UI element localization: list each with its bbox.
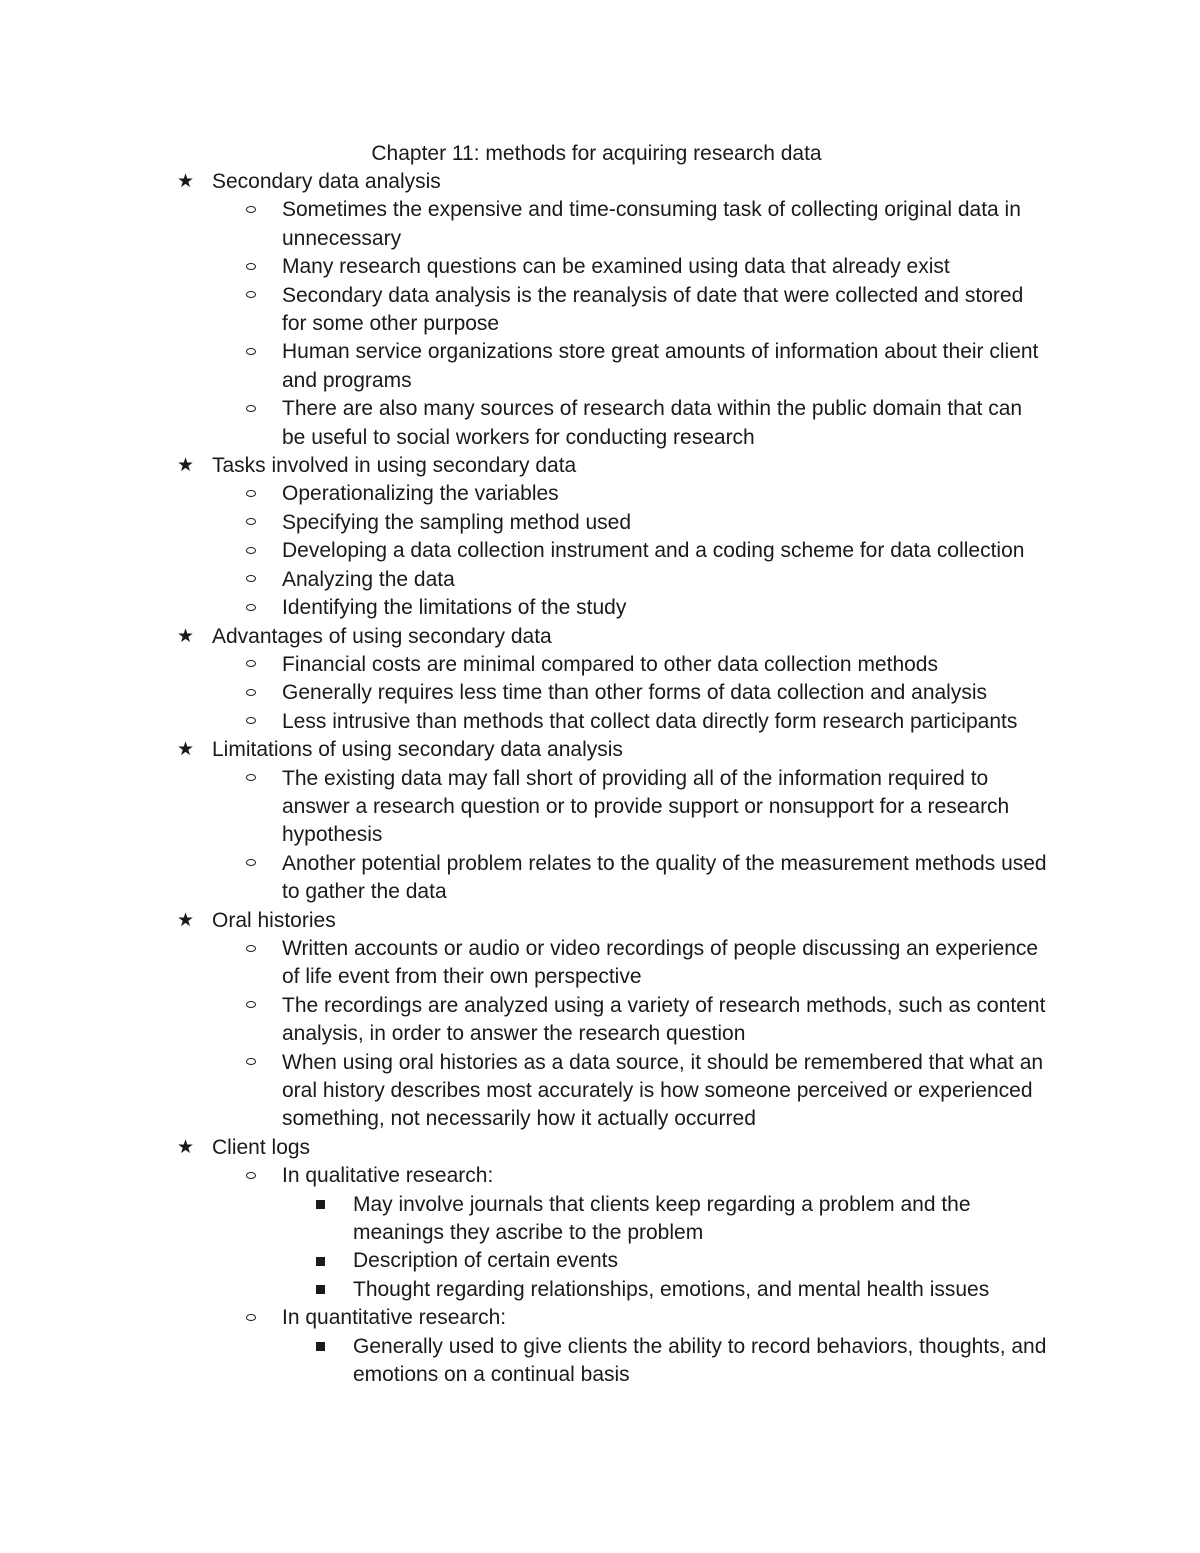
hollow-circle-icon <box>246 1162 256 1190</box>
hollow-circle-icon <box>246 395 256 423</box>
hollow-circle-icon <box>246 537 256 565</box>
list-item <box>0 282 1048 339</box>
section-heading <box>0 452 1048 480</box>
list-item <box>0 395 1048 452</box>
hollow-circle-icon <box>246 566 256 594</box>
hollow-circle-icon <box>246 679 256 707</box>
list-item-text: Identifying the limitations of the study <box>282 596 627 620</box>
star-icon: ★ <box>177 909 195 931</box>
list-item-text: The recordings are analyzed using a variety of research methods, such as content analysis, in order to answer the research question <box>282 993 1046 1046</box>
list-item-text: Sometimes the expensive and time-consuming task of collecting original data in unnecessary <box>282 198 1021 250</box>
list-item <box>0 253 1048 281</box>
list-item-text: In quantitative research: <box>282 1306 507 1330</box>
filled-square-icon <box>316 1333 325 1361</box>
sub-list-item <box>0 1333 1048 1390</box>
list-item-text: There are also many sources of research data within the public domain that can be useful to social workers for conducting research <box>282 397 1023 449</box>
sub-list-item <box>0 1191 1048 1248</box>
list-item <box>0 537 1048 565</box>
sub-list-item <box>0 1247 1048 1275</box>
section-heading-text: Oral histories <box>212 908 336 932</box>
list-item <box>0 1304 1048 1332</box>
section-heading <box>0 736 1048 764</box>
list-item-text: Financial costs are minimal compared to other data collection methods <box>282 652 938 676</box>
hollow-circle-icon <box>246 253 256 281</box>
hollow-circle-icon <box>246 480 256 508</box>
section-heading-text: Secondary data analysis <box>212 170 441 193</box>
list-item-text: In qualitative research: <box>282 1164 494 1188</box>
hollow-circle-icon <box>246 338 256 366</box>
sub-list-item <box>0 1276 1048 1304</box>
hollow-circle-icon <box>246 196 256 224</box>
filled-square-icon <box>316 1191 325 1219</box>
section-heading-text: Advantages of using secondary data <box>212 624 552 648</box>
list-item-text: Operationalizing the variables <box>282 482 559 506</box>
list-item <box>0 992 1048 1049</box>
list-item <box>0 509 1048 537</box>
sub-list-item-text: May involve journals that clients keep regarding a problem and the meanings they ascribe to the problem <box>353 1192 971 1245</box>
list-item-text: Many research questions can be examined using data that already exist <box>282 255 950 279</box>
list-item <box>0 480 1048 508</box>
hollow-circle-icon <box>246 992 256 1020</box>
list-item <box>0 1049 1048 1134</box>
section-heading <box>0 1134 1048 1162</box>
outline-list <box>0 168 1200 1389</box>
hollow-circle-icon <box>246 594 256 622</box>
hollow-circle-icon <box>246 1304 256 1332</box>
list-item <box>0 566 1048 594</box>
section-heading-text: Limitations of using secondary data analysis <box>212 738 623 762</box>
section-heading-text: Tasks involved in using secondary data <box>212 454 577 478</box>
section-heading-text: Client logs <box>212 1135 311 1159</box>
hollow-circle-icon <box>246 708 256 736</box>
star-icon: ★ <box>177 171 195 192</box>
list-item <box>0 338 1048 395</box>
section-heading <box>0 168 1048 196</box>
list-item-text: When using oral histories as a data source, it should be remembered that what an oral history describes most accurately is how someone perceived or experienced something, not necessarily how it actually occurred <box>282 1050 1044 1131</box>
list-item <box>0 1162 1048 1190</box>
list-item <box>0 850 1048 907</box>
star-icon: ★ <box>177 625 195 647</box>
star-icon: ★ <box>177 1136 195 1158</box>
section-heading <box>0 907 1048 935</box>
hollow-circle-icon <box>246 935 256 963</box>
list-item-text: The existing data may fall short of providing all of the information required to answer a research question or to provide support or nonsupport for a research hypothesis <box>282 766 1010 847</box>
list-item-text: Another potential problem relates to the quality of the measurement methods used to gather the data <box>282 851 1047 904</box>
sub-list-item-text: Thought regarding relationships, emotions, and mental health issues <box>353 1277 990 1301</box>
star-icon: ★ <box>177 739 195 761</box>
list-item-text: Human service organizations store great amounts of information about their client and programs <box>282 340 1039 392</box>
list-item-text: Written accounts or audio or video recordings of people discussing an experience of life event from their own perspective <box>282 936 1039 989</box>
sub-list-item-text: Generally used to give clients the ability to record behaviors, thoughts, and emotions on a continual basis <box>353 1334 1047 1387</box>
sub-list-item-text: Description of certain events <box>353 1249 618 1273</box>
list-item <box>0 651 1048 679</box>
hollow-circle-icon <box>246 509 256 537</box>
hollow-circle-icon <box>246 765 256 793</box>
list-item <box>0 594 1048 622</box>
hollow-circle-icon <box>246 282 256 310</box>
page-title: Chapter 11: methods for acquiring research data <box>371 142 822 165</box>
list-item <box>0 196 1048 253</box>
filled-square-icon <box>316 1276 325 1304</box>
list-item-text: Analyzing the data <box>282 567 455 591</box>
filled-square-icon <box>316 1247 325 1275</box>
list-item <box>0 708 1048 736</box>
list-item <box>0 935 1048 992</box>
star-icon: ★ <box>177 455 195 477</box>
list-item <box>0 765 1048 850</box>
list-item-text: Less intrusive than methods that collect data directly form research participants <box>282 709 1018 733</box>
hollow-circle-icon <box>246 651 256 679</box>
list-item-text: Developing a data collection instrument and a coding scheme for data collection <box>282 539 1025 563</box>
list-item <box>0 679 1048 707</box>
section-heading <box>0 623 1048 651</box>
list-item-text: Specifying the sampling method used <box>282 510 632 534</box>
hollow-circle-icon <box>246 1049 256 1077</box>
list-item-text: Generally requires less time than other forms of data collection and analysis <box>282 681 988 705</box>
hollow-circle-icon <box>246 850 256 878</box>
list-item-text: Secondary data analysis is the reanalysis of date that were collected and stored for some other purpose <box>282 283 1024 336</box>
